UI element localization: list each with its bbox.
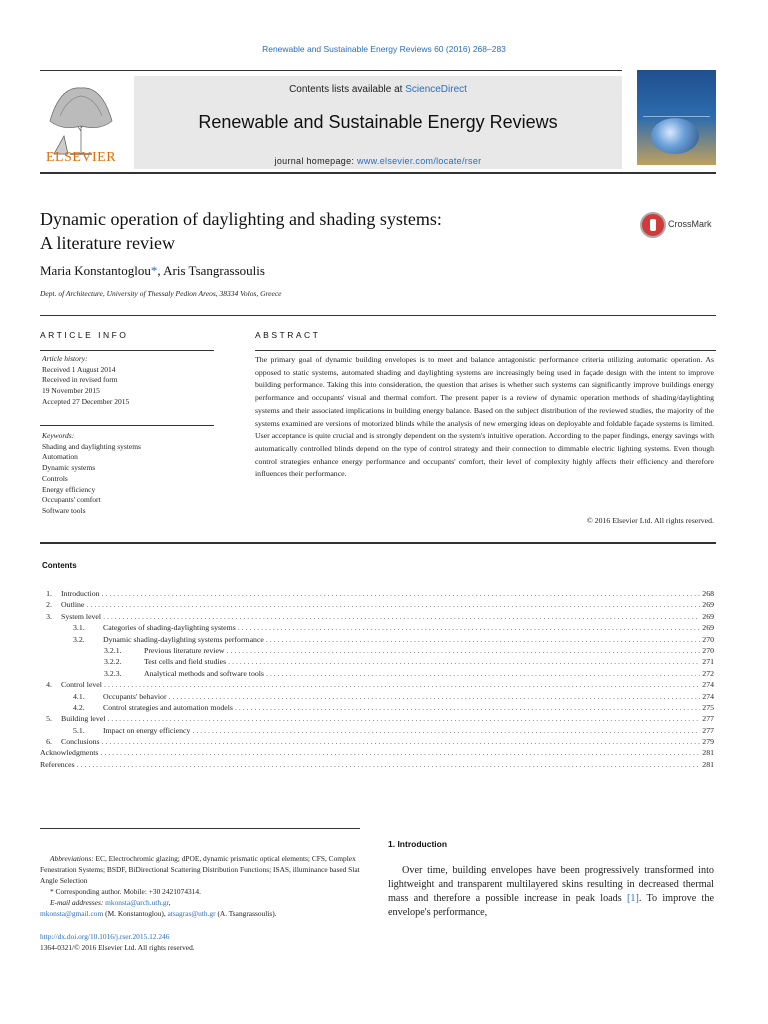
reference-link[interactable]: [1] xyxy=(627,893,639,904)
toc-number: 3.1. xyxy=(73,623,85,633)
toc-leader-dots xyxy=(100,747,700,758)
issn-copyright: 1364-0321/© 2016 Elsevier Ltd. All rights reserved. xyxy=(40,943,195,952)
toc-leader-dots xyxy=(107,713,700,724)
crossmark-label: CrossMark xyxy=(668,219,712,229)
article-info-rule xyxy=(40,350,214,351)
toc-leader-dots xyxy=(266,634,700,645)
intro-text-continued: . To improve the envelope's performance, xyxy=(388,893,714,918)
toc-leader-dots xyxy=(228,656,700,667)
abstract-rule xyxy=(255,350,716,351)
masthead-rule xyxy=(40,70,622,71)
toc-entry[interactable] xyxy=(40,691,714,702)
toc-page-number[interactable]: 270 xyxy=(702,645,714,655)
toc-leader-dots xyxy=(227,645,701,656)
toc-leader-dots xyxy=(102,736,701,747)
toc-page-number[interactable]: 277 xyxy=(702,725,714,735)
toc-number: 6. xyxy=(46,737,52,747)
email-link[interactable]: mkonsta@gmail.com xyxy=(40,909,104,918)
affiliation: Dept. of Architecture, University of Thessaly Pedion Areos, 38334 Volos, Greece xyxy=(40,289,282,298)
article-title xyxy=(40,207,620,255)
keyword: Occupants' comfort xyxy=(42,495,101,505)
toc-entry[interactable] xyxy=(40,611,714,622)
corresponding-author-note: * Corresponding author. Mobile: +30 2421074314. xyxy=(50,887,201,896)
toc-number: 3.2.2. xyxy=(104,657,122,667)
toc-page-number[interactable]: 279 xyxy=(702,737,714,747)
email-separator: , xyxy=(168,898,171,907)
section-divider xyxy=(40,315,716,316)
section-divider xyxy=(40,542,716,544)
toc-title[interactable]: Conclusions xyxy=(61,737,100,747)
toc-number: 3.2. xyxy=(73,634,85,644)
toc-entry[interactable] xyxy=(40,588,714,599)
corresponding-author-mark[interactable]: * xyxy=(150,263,158,278)
footnote-rule xyxy=(40,828,360,829)
journal-cover-image xyxy=(637,70,716,165)
toc-title[interactable]: Acknowledgments xyxy=(40,748,99,758)
footnotes xyxy=(40,853,365,919)
introduction-paragraph xyxy=(388,864,714,920)
author-name: Maria Konstantoglou xyxy=(40,263,151,278)
toc-number: 1. xyxy=(46,589,52,598)
author-list xyxy=(40,263,265,279)
toc-entry[interactable] xyxy=(40,634,714,645)
toc-number: 3.2.1. xyxy=(104,645,122,655)
keyword: Shading and daylighting systems xyxy=(42,441,141,451)
toc-leader-dots xyxy=(192,725,700,736)
journal-banner xyxy=(134,76,622,169)
doi-link[interactable]: http://dx.doi.org/10.1016/j.rser.2015.12.246 xyxy=(40,932,170,941)
journal-reference[interactable]: Renewable and Sustainable Energy Reviews 60 (2016) 268–283 xyxy=(262,44,506,54)
contents-heading: Contents xyxy=(42,561,77,570)
cover-title-area xyxy=(643,76,710,117)
toc-entry[interactable] xyxy=(40,747,714,758)
abstract-heading: ABSTRACT xyxy=(255,330,321,340)
email-link[interactable]: atsagras@uth.gr xyxy=(167,909,216,918)
email-owner: (M. Konstantoglou), xyxy=(103,909,168,918)
keywords-rule xyxy=(40,425,214,426)
toc-title[interactable]: Control level xyxy=(61,680,102,690)
toc-entry[interactable] xyxy=(40,645,714,656)
toc-title[interactable]: Previous literature review xyxy=(144,645,225,655)
toc-title[interactable]: Test cells and field studies xyxy=(144,657,227,667)
toc-entry[interactable] xyxy=(40,736,714,747)
toc-leader-dots xyxy=(86,599,700,610)
history-line: Received 1 August 2014 xyxy=(42,364,116,374)
abstract-text: The primary goal of dynamic building envelopes is to meet and balance antagonistic performance criteria utilizing automatic operation. As opposed to static systems, automated shading and daylighting systems are increasingly being used in façade design with the intent to improve building performance. Taking this into consideration, the question that arises is whether such systems can significantly improve buildings energy performance and occupants' visual and thermal comfort. The present paper is a review of dynamic operation methods of shading/daylighting systems and their associated implications in building energy balance. Based on the subject distribution of the reviewed studies, the majority of the systems examined are versions of motorized blinds while the analysis of new emerging ideas on deployable and foldable façade systems is limited. User acceptance is quite crucial and is strongly dependent on the system's intuitive operation. According to the paper findings, energy savings with automatically controlled blinds depend on the type of control strategy and their connection to dimmable electric lighting systems. Even though control strategies enhance energy performance and occupants' comfort, their level of complexity highly affects their efficiency and therefore influences their performance. xyxy=(255,355,714,479)
crossmark-icon xyxy=(640,212,666,238)
keywords-label: Keywords: xyxy=(42,431,75,440)
toc-page-number[interactable]: 281 xyxy=(702,748,714,758)
toc-number: 5.1. xyxy=(73,725,85,735)
toc-page-number[interactable]: 271 xyxy=(702,657,714,667)
article-info-heading: ARTICLE INFO xyxy=(40,330,129,340)
toc-page-number[interactable]: 272 xyxy=(702,668,714,678)
toc-page-number[interactable]: 270 xyxy=(702,634,714,644)
toc-page-number[interactable]: 281 xyxy=(702,759,714,769)
homepage-prefix: journal homepage: xyxy=(274,156,358,166)
toc-leader-dots xyxy=(169,691,701,702)
doi-block xyxy=(40,931,195,953)
toc-page-number[interactable]: 269 xyxy=(702,611,714,621)
abbreviations-text: EC, Electrochromic glazing; dPOE, dynamic prismatic optical elements; CFS, Complex Fenestration Systems; BSDF, BiDirectional Scattering Distribution Functions; ISAS, illuminance based Slat Angle Selection xyxy=(40,854,360,885)
toc-number: 3.2.3. xyxy=(104,668,122,678)
toc-entry[interactable] xyxy=(40,668,714,679)
toc-page-number[interactable]: 268 xyxy=(702,589,714,598)
toc-number: 2. xyxy=(46,600,52,610)
toc-number: 4. xyxy=(46,680,52,690)
toc-leader-dots xyxy=(77,759,701,770)
masthead-bottom-rule xyxy=(40,172,716,174)
abbreviations-note xyxy=(40,853,365,886)
toc-leader-dots xyxy=(102,588,701,599)
toc-number: 5. xyxy=(46,714,52,724)
toc-entry[interactable] xyxy=(40,713,714,724)
article-history xyxy=(42,354,129,408)
abstract-copyright: © 2016 Elsevier Ltd. All rights reserved. xyxy=(586,516,714,525)
history-line: 19 November 2015 xyxy=(42,386,100,396)
intro-text: Over time, building envelopes have been progressively transformed into lightweight and transparent multilayered skins resulting in decreased thermal mass and therefore a possible increase in peak loads xyxy=(388,865,714,904)
history-label: Article history: xyxy=(42,354,88,363)
toc-title[interactable]: Introduction xyxy=(61,589,100,598)
abbreviations-label: Abbreviations: xyxy=(50,854,94,863)
toc-title[interactable]: Occupants' behavior xyxy=(103,691,167,701)
toc-page-number[interactable]: 269 xyxy=(702,600,714,610)
toc-page-number[interactable]: 274 xyxy=(702,691,714,701)
author-name: Aris Tsangrassoulis xyxy=(163,263,265,278)
journal-masthead xyxy=(40,70,716,165)
keyword: Automation xyxy=(42,452,78,462)
email-note-continued xyxy=(40,908,365,919)
article-title-line1: Dynamic operation of daylighting and shading systems: xyxy=(40,209,442,229)
toc-entry[interactable] xyxy=(40,725,714,736)
toc-number: 3. xyxy=(46,611,52,621)
toc-leader-dots xyxy=(235,702,700,713)
toc-title[interactable]: Outline xyxy=(61,600,85,610)
history-line: Accepted 27 December 2015 xyxy=(42,396,130,406)
toc-leader-dots xyxy=(266,668,700,679)
history-line: Received in revised form xyxy=(42,375,118,385)
homepage-link[interactable]: www.elsevier.com/locate/rser xyxy=(357,156,482,166)
toc-page-number[interactable]: 275 xyxy=(702,702,714,712)
toc-entry[interactable] xyxy=(40,679,714,690)
cover-globe xyxy=(651,118,699,154)
toc-title[interactable]: Building level xyxy=(61,714,106,724)
toc-title[interactable]: Dynamic shading-daylighting systems performance xyxy=(103,634,264,644)
keyword: Controls xyxy=(42,473,68,483)
toc-entry[interactable] xyxy=(40,656,714,667)
email-note xyxy=(40,897,365,908)
contents-availability xyxy=(134,84,622,95)
toc-leader-dots xyxy=(103,611,700,622)
toc-title[interactable]: Impact on energy efficiency xyxy=(103,725,191,735)
crossmark-button[interactable] xyxy=(640,212,720,240)
toc-entry[interactable] xyxy=(40,759,714,770)
journal-homepage xyxy=(134,156,622,166)
email-owner: (A. Tsangrassoulis). xyxy=(215,909,277,918)
journal-title: Renewable and Sustainable Energy Reviews xyxy=(198,112,558,132)
toc-title[interactable]: System level xyxy=(61,611,102,621)
toc-title[interactable]: References xyxy=(40,759,75,769)
toc-number: 4.2. xyxy=(73,702,85,712)
keyword: Energy efficiency xyxy=(42,484,96,494)
toc-entry[interactable] xyxy=(40,622,714,633)
email-label: E-mail addresses: xyxy=(50,898,104,907)
keyword: Software tools xyxy=(42,505,86,515)
toc-title[interactable]: Analytical methods and software tools xyxy=(144,668,264,678)
article-title-line2: A literature review xyxy=(40,233,175,253)
keywords xyxy=(42,431,141,517)
email-link[interactable]: mkonsta@arch.uth.gr xyxy=(105,898,169,907)
toc-leader-dots xyxy=(104,679,700,690)
sciencedirect-link[interactable]: ScienceDirect xyxy=(405,84,467,95)
toc-title[interactable]: Categories of shading-daylighting systems xyxy=(103,623,236,633)
toc-leader-dots xyxy=(238,622,701,633)
contents-prefix: Contents lists available at xyxy=(289,84,406,95)
table-of-contents xyxy=(40,588,714,770)
toc-page-number[interactable]: 277 xyxy=(702,714,714,724)
publisher-name: ELSEVIER xyxy=(45,150,117,165)
author-separator: , xyxy=(157,263,164,278)
toc-page-number[interactable]: 269 xyxy=(702,623,714,633)
introduction-heading: 1. Introduction xyxy=(388,839,448,849)
toc-entry[interactable] xyxy=(40,599,714,610)
keyword: Dynamic systems xyxy=(42,463,96,473)
toc-entry[interactable] xyxy=(40,702,714,713)
toc-title[interactable]: Control strategies and automation models xyxy=(103,702,233,712)
toc-page-number[interactable]: 274 xyxy=(702,680,714,690)
toc-number: 4.1. xyxy=(73,691,85,701)
